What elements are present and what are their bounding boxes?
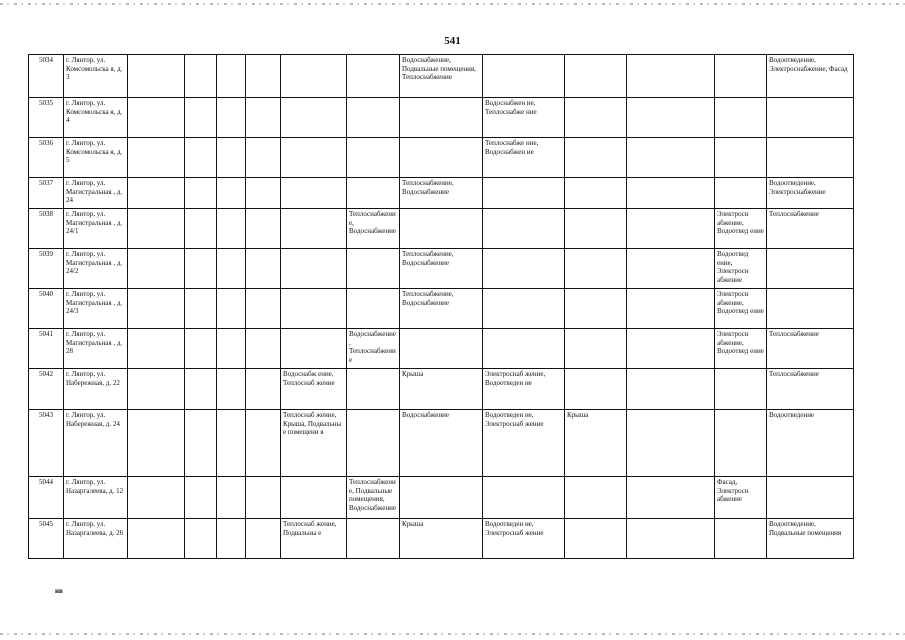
work-type-cell (565, 369, 627, 410)
work-type-cell (627, 249, 715, 289)
row-number: 5042 (29, 369, 64, 410)
work-type-cell (400, 209, 483, 249)
work-type-cell (767, 138, 854, 178)
address-cell: г. Лянтор, ул. Магистральная , д. 28 (64, 329, 128, 369)
row-number: 5035 (29, 98, 64, 138)
work-type-cell (627, 289, 715, 329)
work-type-cell (185, 519, 217, 559)
work-type-cell (246, 209, 281, 249)
work-type-cell (281, 55, 347, 98)
row-number: 5043 (29, 410, 64, 477)
work-type-cell (217, 289, 246, 329)
work-type-cell (128, 209, 185, 249)
work-type-cell (217, 329, 246, 369)
work-type-cell (347, 55, 400, 98)
work-type-cell (565, 519, 627, 559)
work-type-cell (483, 249, 565, 289)
work-type-cell (483, 329, 565, 369)
work-type-cell: Водоотведение (767, 410, 854, 477)
work-type-cell (347, 138, 400, 178)
work-type-cell (128, 369, 185, 410)
work-type-cell (483, 55, 565, 98)
work-type-cell (246, 410, 281, 477)
work-type-cell (217, 98, 246, 138)
work-type-cell (246, 519, 281, 559)
work-type-cell (565, 209, 627, 249)
work-type-cell (715, 138, 767, 178)
work-type-cell: Водоснабжение, Теплоснабжение (347, 329, 400, 369)
work-type-cell (217, 519, 246, 559)
row-number: 5040 (29, 289, 64, 329)
table-row (29, 289, 854, 329)
work-type-cell (281, 329, 347, 369)
work-type-cell (483, 178, 565, 209)
work-type-cell: Водоотведение, Электроснабжение, Фасад (767, 55, 854, 98)
work-type-cell (715, 55, 767, 98)
table-row (29, 410, 854, 477)
table-row (29, 98, 854, 138)
work-type-cell (246, 329, 281, 369)
work-type-cell: Теплоснабжение (767, 209, 854, 249)
work-type-cell (217, 138, 246, 178)
work-type-cell (217, 369, 246, 410)
work-type-cell: Электросн абжение, Водоотвед ение (715, 289, 767, 329)
work-type-cell (565, 55, 627, 98)
work-type-cell (565, 98, 627, 138)
work-type-cell (715, 98, 767, 138)
work-type-cell (128, 477, 185, 519)
address-cell: г. Лянтор, ул. Магистральная , д. 24/1 (64, 209, 128, 249)
work-type-cell (246, 477, 281, 519)
work-type-cell (217, 178, 246, 209)
address-cell: г. Лянтор, ул. Магистральная , д. 24/3 (64, 289, 128, 329)
address-cell: г. Лянтор, ул. Набережная, д. 22 (64, 369, 128, 410)
work-type-cell: Теплоснабжение (767, 369, 854, 410)
work-type-cell (400, 138, 483, 178)
work-type-cell: Крыша (565, 410, 627, 477)
address-cell: г. Лянтор, ул. Набережная, д. 24 (64, 410, 128, 477)
work-type-cell (627, 519, 715, 559)
table-row (29, 477, 854, 519)
work-type-cell (483, 477, 565, 519)
work-type-cell (715, 178, 767, 209)
work-type-cell: Электроснаб жение, Водоотведен ие (483, 369, 565, 410)
row-number: 5041 (29, 329, 64, 369)
work-type-cell: Водоотведен ие, Электроснаб жение (483, 410, 565, 477)
work-type-cell (347, 289, 400, 329)
work-type-cell (128, 138, 185, 178)
work-type-cell: Теплоснабжение, Водоснабжение (400, 249, 483, 289)
work-type-cell (185, 249, 217, 289)
work-type-cell (128, 249, 185, 289)
work-type-cell (246, 369, 281, 410)
work-type-cell (400, 98, 483, 138)
scan-edge-top (0, 3, 905, 5)
work-type-cell: Водоотвед ение, Электросн абжение (715, 249, 767, 289)
work-type-cell (347, 519, 400, 559)
housing-registry-table (28, 54, 854, 559)
work-type-cell (185, 98, 217, 138)
work-type-cell (185, 369, 217, 410)
table-row (29, 369, 854, 410)
work-type-cell (715, 369, 767, 410)
work-type-cell: Электросн абжение, Водоотвед ение (715, 329, 767, 369)
work-type-cell: Теплоснаб жение, Крыша, Подвальны е помещени я (281, 410, 347, 477)
work-type-cell (627, 55, 715, 98)
address-cell: г. Лянтор, ул. Назаргалеева, д. 26 (64, 519, 128, 559)
work-type-cell (185, 477, 217, 519)
work-type-cell: Теплоснабжение, Водоснабжение (400, 289, 483, 329)
work-type-cell: Водоснабжение (400, 410, 483, 477)
work-type-cell (281, 209, 347, 249)
row-number: 5036 (29, 138, 64, 178)
work-type-cell (185, 178, 217, 209)
table-row (29, 209, 854, 249)
work-type-cell (565, 329, 627, 369)
work-type-cell (185, 289, 217, 329)
footer-mark: нв (55, 587, 63, 595)
work-type-cell (715, 519, 767, 559)
work-type-cell (246, 138, 281, 178)
address-cell: г. Лянтор, ул. Комсомольска я, д. 4 (64, 98, 128, 138)
work-type-cell (217, 209, 246, 249)
page-number: 541 (444, 35, 461, 47)
work-type-cell (246, 55, 281, 98)
row-number: 5038 (29, 209, 64, 249)
work-type-cell (128, 289, 185, 329)
work-type-cell: Крыша (400, 519, 483, 559)
work-type-cell (627, 477, 715, 519)
work-type-cell (627, 329, 715, 369)
row-number: 5034 (29, 55, 64, 98)
work-type-cell (627, 369, 715, 410)
work-type-cell (281, 98, 347, 138)
work-type-cell (281, 477, 347, 519)
work-type-cell (347, 178, 400, 209)
work-type-cell (627, 138, 715, 178)
work-type-cell (565, 138, 627, 178)
work-type-cell: Водоснабжен ие, Теплоснабже ние (483, 98, 565, 138)
work-type-cell (767, 98, 854, 138)
work-type-cell: Водоснабжение, Подвальные помещения, Теплоснабжение (400, 55, 483, 98)
work-type-cell (246, 98, 281, 138)
work-type-cell: Электросн абжение, Водоотвед ение (715, 209, 767, 249)
address-cell: г. Лянтор, ул. Магистральная , д. 24 (64, 178, 128, 209)
table-row (29, 519, 854, 559)
table-row (29, 55, 854, 98)
work-type-cell (185, 410, 217, 477)
work-type-cell (128, 55, 185, 98)
work-type-cell (128, 98, 185, 138)
work-type-cell: Теплоснабжение (767, 329, 854, 369)
work-type-cell: Крыша (400, 369, 483, 410)
work-type-cell (347, 410, 400, 477)
row-number: 5039 (29, 249, 64, 289)
work-type-cell (281, 289, 347, 329)
work-type-cell: Водоотведен ие, Электроснаб жение (483, 519, 565, 559)
work-type-cell: Водоснабж ение, Теплоснаб жение (281, 369, 347, 410)
work-type-cell: Фасад, Электросн абжение (715, 477, 767, 519)
work-type-cell (246, 289, 281, 329)
work-type-cell (565, 477, 627, 519)
work-type-cell (483, 289, 565, 329)
work-type-cell (627, 98, 715, 138)
table-row (29, 138, 854, 178)
work-type-cell (281, 178, 347, 209)
table-row (29, 249, 854, 289)
work-type-cell: Теплоснабже ние, Водоснабжен ие (483, 138, 565, 178)
work-type-cell (185, 209, 217, 249)
work-type-cell (128, 519, 185, 559)
work-type-cell (281, 249, 347, 289)
work-type-cell (246, 178, 281, 209)
work-type-cell (767, 477, 854, 519)
work-type-cell: Теплоснабжение, Водоснабжение (347, 209, 400, 249)
address-cell: г. Лянтор, ул. Магистральная , д. 24/2 (64, 249, 128, 289)
work-type-cell (246, 249, 281, 289)
row-number: 5037 (29, 178, 64, 209)
scan-edge-bottom (0, 633, 905, 635)
work-type-cell: Водоотведение, Подвальные помещения (767, 519, 854, 559)
row-number: 5044 (29, 477, 64, 519)
work-type-cell (627, 410, 715, 477)
work-type-cell (128, 178, 185, 209)
work-type-cell (217, 410, 246, 477)
work-type-cell: Водоотведение, Электроснабжение (767, 178, 854, 209)
work-type-cell (627, 178, 715, 209)
work-type-cell (185, 55, 217, 98)
address-cell: г. Лянтор, ул. Комсомольска я, д. 5 (64, 138, 128, 178)
work-type-cell (400, 477, 483, 519)
work-type-cell (483, 209, 565, 249)
work-type-cell (347, 369, 400, 410)
work-type-cell (715, 410, 767, 477)
address-cell: г. Лянтор, ул. Назаргалеева, д. 12 (64, 477, 128, 519)
work-type-cell (565, 178, 627, 209)
work-type-cell (347, 249, 400, 289)
work-type-cell: Теплоснабжение, Водоснабжение (400, 178, 483, 209)
work-type-cell (565, 249, 627, 289)
work-type-cell (185, 138, 217, 178)
work-type-cell (128, 410, 185, 477)
work-type-cell: Теплоснабжение, Подвальные помещения, Водоснабжение (347, 477, 400, 519)
work-type-cell: Теплоснаб жение, Подвальны е (281, 519, 347, 559)
work-type-cell (217, 477, 246, 519)
table-row (29, 178, 854, 209)
work-type-cell (565, 289, 627, 329)
work-type-cell (767, 289, 854, 329)
work-type-cell (128, 329, 185, 369)
work-type-cell (185, 329, 217, 369)
work-type-cell (400, 329, 483, 369)
address-cell: г. Лянтор, ул. Комсомольска я, д. 3 (64, 55, 128, 98)
work-type-cell (627, 209, 715, 249)
row-number: 5045 (29, 519, 64, 559)
table-row (29, 329, 854, 369)
work-type-cell (217, 55, 246, 98)
work-type-cell (281, 138, 347, 178)
work-type-cell (217, 249, 246, 289)
work-type-cell (767, 249, 854, 289)
work-type-cell (347, 98, 400, 138)
